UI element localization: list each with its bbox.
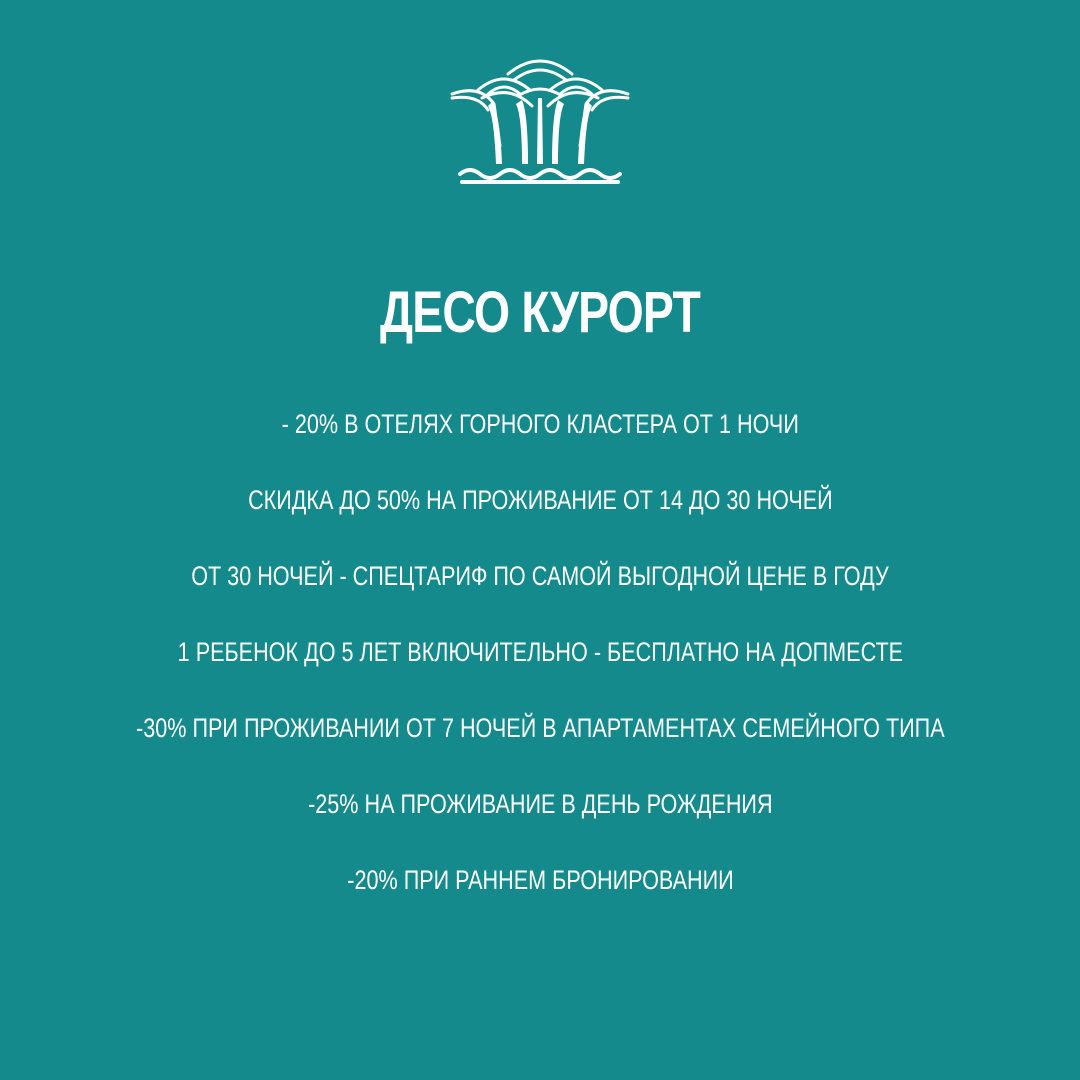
offer-text: СКИДКА ДО 50% НА ПРОЖИВАНИЕ ОТ 14 ДО 30 НОЧЕЙ xyxy=(247,485,833,515)
offer-text: 1 РЕБЕНОК ДО 5 ЛЕТ ВКЛЮЧИТЕЛЬНО - БЕСПЛАТНО НА ДОПМЕСТЕ xyxy=(177,637,903,667)
list-item xyxy=(0,401,1080,477)
offer-text: ОТ 30 НОЧЕЙ - СПЕЦТАРИФ ПО САМОЙ ВЫГОДНОЙ ЦЕНЕ В ГОДУ xyxy=(191,561,889,591)
list-item xyxy=(0,857,1080,933)
arches-over-waves-icon xyxy=(448,54,632,188)
list-item xyxy=(0,705,1080,781)
offer-text: -20% ПРИ РАННЕМ БРОНИРОВАНИИ xyxy=(346,865,734,895)
offer-list xyxy=(0,401,1080,933)
page-title: ДЕСО КУРОРТ xyxy=(380,280,700,345)
offer-text: - 20% В ОТЕЛЯХ ГОРНОГО КЛАСТЕРА ОТ 1 НОЧИ xyxy=(281,409,799,439)
list-item xyxy=(0,553,1080,629)
list-item xyxy=(0,629,1080,705)
list-item xyxy=(0,477,1080,553)
offer-text: -30% ПРИ ПРОЖИВАНИИ ОТ 7 НОЧЕЙ В АПАРТАМЕНТАХ СЕМЕЙНОГО ТИПА xyxy=(135,713,945,743)
list-item xyxy=(0,781,1080,857)
offer-text: -25% НА ПРОЖИВАНИЕ В ДЕНЬ РОЖДЕНИЯ xyxy=(307,789,773,819)
